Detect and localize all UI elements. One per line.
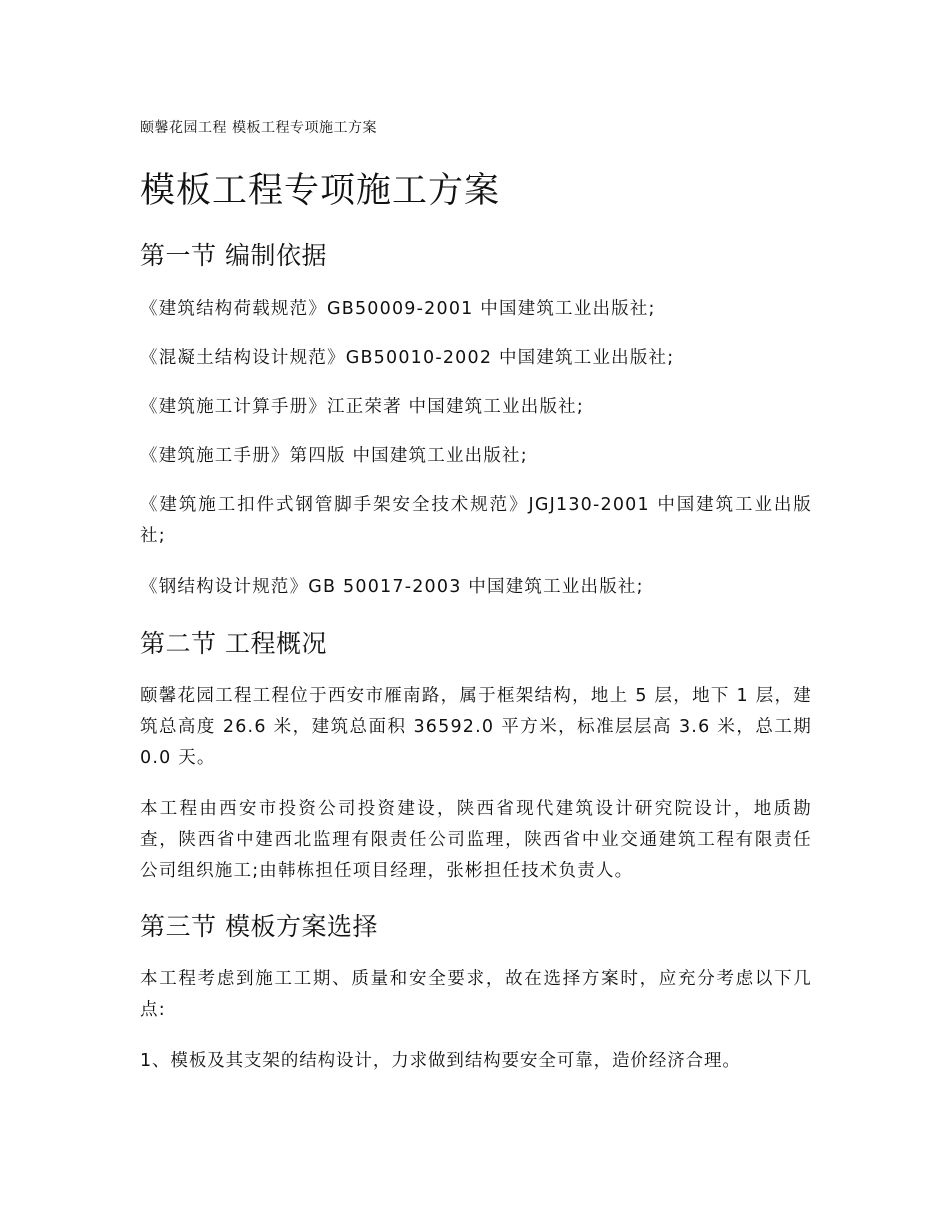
reference-item: 《建筑施工计算手册》江正荣著 中国建筑工业出版社; [140, 397, 584, 417]
reference-item: 《混凝土结构设计规范》GB50010-2002 中国建筑工业出版社; [140, 348, 675, 368]
body-paragraph: 1、模板及其支架的结构设计，力求做到结构要安全可靠，造价经济合理。 [140, 1051, 741, 1071]
section-heading-1: 第一节 编制依据 [140, 241, 327, 270]
reference-item: 《建筑施工扣件式钢管脚手架安全技术规范》JGJ130-2001 中国建筑工业出版社; [140, 495, 812, 546]
section-heading-2: 第二节 工程概况 [140, 629, 327, 658]
running-header: 颐馨花园工程 模板工程专项施工方案 [140, 120, 377, 136]
reference-item: 《钢结构设计规范》GB 50017-2003 中国建筑工业出版社; [140, 577, 644, 597]
reference-item: 《建筑结构荷载规范》GB50009-2001 中国建筑工业出版社; [140, 299, 656, 319]
document-title: 模板工程专项施工方案 [140, 171, 501, 211]
reference-item: 《建筑施工手册》第四版 中国建筑工业出版社; [140, 446, 528, 466]
section-heading-3: 第三节 模板方案选择 [140, 912, 378, 941]
body-paragraph: 本工程由西安市投资公司投资建设，陕西省现代建筑设计研究院设计，地质勘查，陕西省中建西北监理有限责任公司监理，陕西省中业交通建筑工程有限责任公司组织施工;由韩栋担任项目经理，张彬担任技术负责人。 [140, 799, 812, 881]
body-paragraph: 颐馨花园工程工程位于西安市雁南路，属于框架结构，地上 5 层，地下 1 层，建筑总高度 26.6 米，建筑总面积 36592.0 平方米，标准层层高 3.6 米，总工期 0.0 天。 [140, 686, 812, 768]
body-paragraph: 本工程考虑到施工工期、质量和安全要求，故在选择方案时，应充分考虑以下几点: [140, 969, 812, 1020]
